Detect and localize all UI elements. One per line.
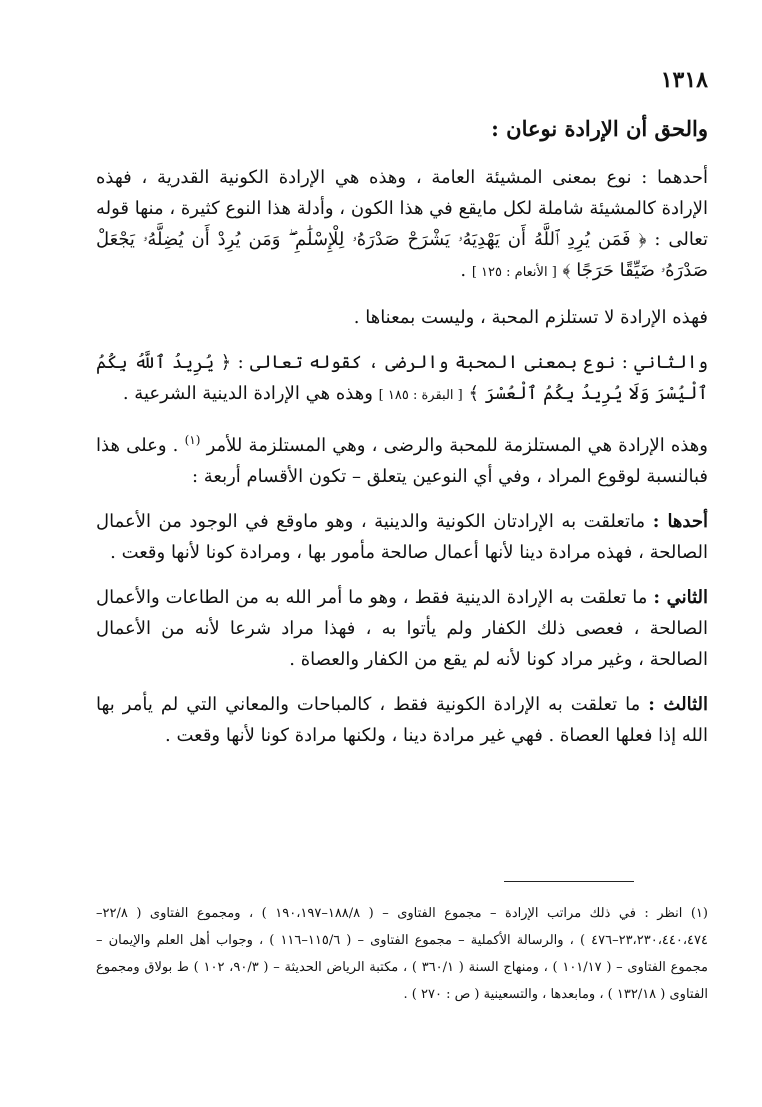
paragraph-text: ما تعلقت به الإرادة الكونية فقط ، كالمباحات والمعاني التي لم يأمر بها الله إذا فعلها العصاة . فهي غير مرادة دينا ، ولكنها مرادة كونا لأنها وقعت . [96,694,708,746]
page-number: ١٣١٨ [660,67,708,93]
quran-verse: ﴿ يُرِيدُ ٱللَّهُ بِكُمُ ٱلْيُسْرَ وَلَا يُرِيدُ بِكُمُ ٱلْعُسْرَ ﴾ [96,352,708,404]
footnote-text: (١) انظر : في ذلك مراتب الإرادة – مجموع الفتاوى – ( ١٨٨/٨–١٩٠،١٩٧ ) ، ومجموع الفتاوى ( ٢٢/٨–٢٣،٢٣٠،٤٤٠،٤٧٤–٤٧٦ ) ، والرسالة الأكملية – مجموع الفتاوى – ( ١١٥/٦–١١٦ ) ، وجواب أهل العلم والإيمان – مجموع الفتاوى – ( ١٠١/١٧ ) ، ومنهاج السنة ( ٣٦٠/١ ) ، مكتبة الرياض الحديثة – ( ٩٠/٣، ١٠٢ ) ط بولاق ومجموع الفتاوى ( ١٣٢/١٨ ) ، ومابعدها ، والتسعينية ( ص : ٢٧٠ ) . [96,906,708,1002]
paragraph-division-one [96,506,708,568]
section-heading: والحق أن الإرادة نوعان : [491,116,708,141]
paragraph-text-after: . وعلى هذا فبالنسبة لوقوع المراد ، وفي أي النوعين يتعلق – تكون الأقسام أربعة : [96,435,708,487]
paragraph-division-two [96,582,708,675]
paragraph-text: ماتعلقت به الإرادتان الكونية والدينية ، وهو ماوقع في الوجود من الأعمال الصالحة ، فهذه مرادة دينا لأنها أعمال صالحة مأمور بها ، ومرادة كونا لأنها وقعت . [96,511,708,563]
footnote-divider [504,881,634,882]
paragraph-text-after: وهذه هي الإرادة الدينية الشرعية . [122,383,373,404]
paragraph-division-three [96,689,708,751]
footnote-marker[interactable]: (١) [184,433,201,447]
paragraph-text: ما تعلقت به الإرادة الدينية فقط ، وهو ما أمر الله به من الطاعات والأعمال الصالحة ، فعصى ذلك الكفار ولم يأتوا به ، فهذا مراد شرعا لأنه من الأعمال الصالحة ، وغير مراد كونا لأنه لم يقع من الكفار والعصاة . [96,587,708,670]
paragraph-second-type [96,347,708,411]
verse-reference: [ الأنعام : ١٢٥ ] [471,265,557,280]
quran-verse: ﴿ فَمَن يُرِدِ ٱللَّهُ أَن يَهْدِيَهُۥ يَشْرَحْ صَدْرَهُۥ لِلْإِسْلَٰمِ ۖ وَمَن يُرِدْ أَن يُضِلَّهُۥ يَجْعَلْ صَدْرَهُۥ ضَيِّقًا حَرَجًا ﴾ [96,229,708,281]
paragraph-text: أحدهما : نوع بمعنى المشيئة العامة ، وهذه هي الإرادة الكونية القدرية ، فهذه الإرادة كالمشيئة شاملة لكل مايقع في هذا الكون ، وأدلة هذا النوع كثيرة ، منها قوله تعالى : [96,167,709,250]
paragraph-first-type [96,162,708,288]
paragraph-text: فهذه الإرادة لا تستلزم المحبة ، وليست بمعناها . [353,307,708,328]
footnotes [96,900,708,1008]
book-page [96,60,708,765]
division-lead: أحدها : [652,511,708,532]
paragraph-no-love [96,302,708,333]
paragraph-four-divisions [96,425,708,492]
verse-reference: [ البقرة : ١٨٥ ] [378,388,463,403]
division-lead: الثاني : [653,587,708,608]
paragraph-text: وهذه الإرادة هي المستلزمة للمحبة والرضى ، وهي المستلزمة للأمر [206,435,708,456]
paragraph-text: والثاني : نوع بمعنى المحبة والرضى ، كقوله تعالى : [237,352,708,373]
paragraph-text-after: . [460,260,467,281]
division-lead: الثالث : [648,694,708,715]
